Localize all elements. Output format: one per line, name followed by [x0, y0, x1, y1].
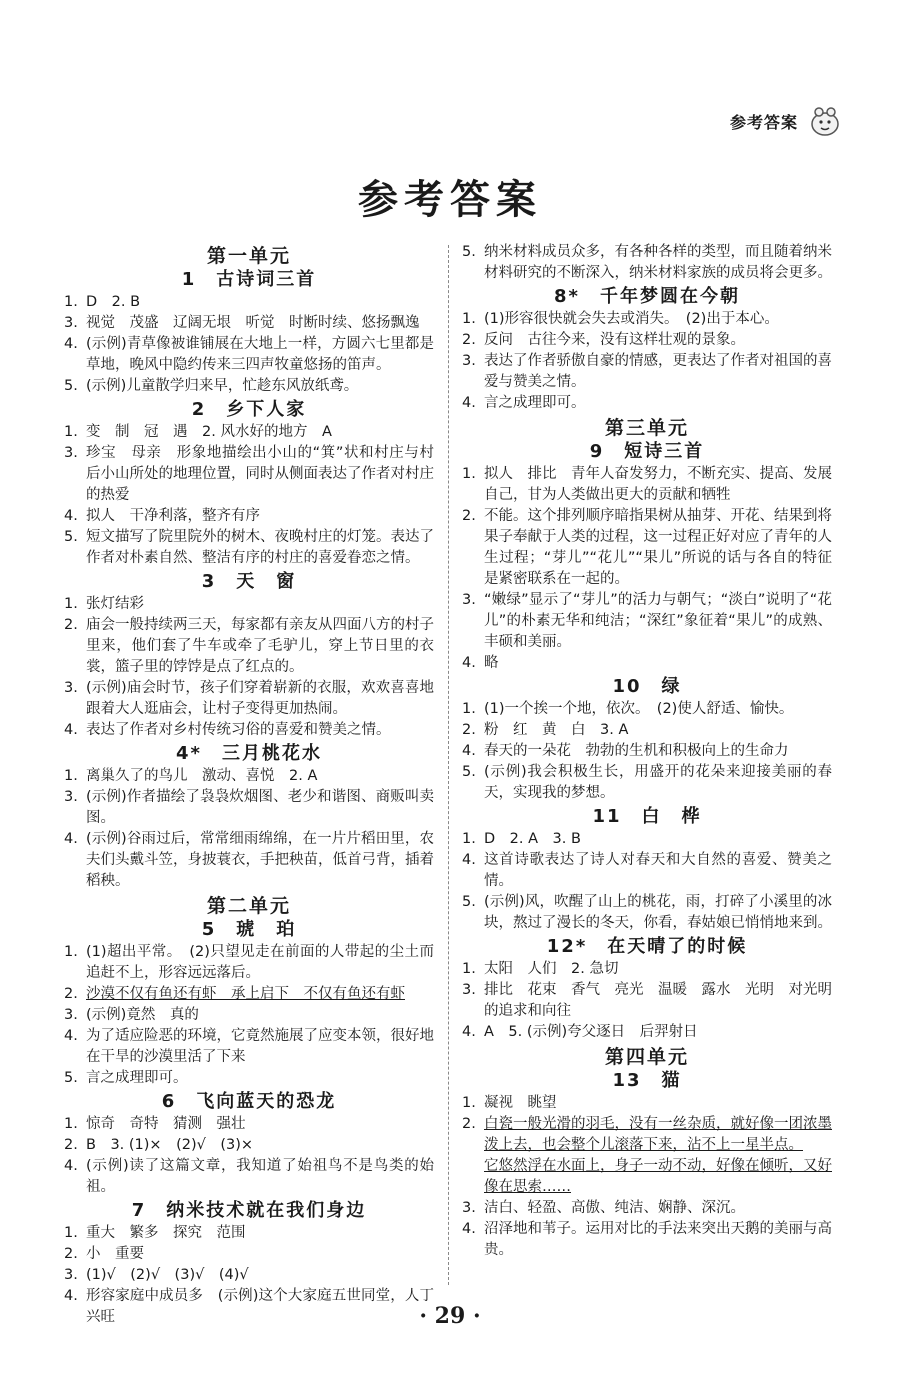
answer-number: 4. — [462, 1221, 476, 1237]
answer-text: 反问 古往今来，没有这样壮观的景象。 — [484, 332, 745, 348]
answer-number: 3. — [64, 789, 78, 805]
answer-text: 张灯结彩 — [86, 596, 144, 612]
answer-number: 1. — [462, 466, 476, 482]
answer-number: 4. — [64, 336, 78, 352]
answer-item — [64, 984, 434, 1005]
answer-text: 变 制 冠 遇 2. 风水好的地方 A — [86, 424, 332, 440]
answer-item — [64, 1026, 434, 1068]
answer-text: 小 重要 — [86, 1246, 144, 1262]
unit-heading: 第四单元 — [604, 1046, 689, 1068]
answer-item — [462, 741, 832, 762]
answer-number: 2. — [64, 617, 78, 633]
answer-number: 3. — [64, 1267, 78, 1283]
answer-text: “嫩绿”显示了“芽儿”的活力与朝气；“淡白”说明了“花儿”的朴素无华和纯洁；“深红”象征着“果儿”的成熟、丰硕和美丽。 — [484, 592, 832, 650]
lesson-heading: 6 飞向蓝天的恐龙 — [161, 1091, 337, 1112]
answer-number: 4. — [462, 395, 476, 411]
lesson-heading: 4* 三月桃花水 — [176, 743, 322, 764]
answer-text: 言之成理即可。 — [484, 395, 586, 411]
answer-text: B 3. (1)× (2)√ (3)× — [86, 1137, 254, 1153]
answer-number: 1. — [64, 944, 78, 960]
answer-item — [64, 594, 434, 615]
answer-number: 1. — [64, 596, 78, 612]
answer-item — [462, 720, 832, 741]
answer-number: 5. — [462, 894, 476, 910]
answer-number: 4. — [462, 655, 476, 671]
answer-item — [462, 393, 832, 414]
answer-text: (示例)儿童散学归来早，忙趁东风放纸鸢。 — [86, 378, 359, 394]
answer-item — [64, 506, 434, 527]
lesson-heading: 8* 千年梦圆在今朝 — [554, 286, 740, 307]
answer-item — [64, 527, 434, 569]
answer-text: 太阳 人们 2. 急切 — [484, 961, 619, 977]
answer-item — [462, 330, 832, 351]
answer-text: 沙漠不仅有鱼还有虾 承上启下 不仅有鱼还有虾 — [86, 986, 405, 1002]
answer-number: 1. — [64, 424, 78, 440]
answer-item — [64, 334, 434, 376]
answer-item — [64, 313, 434, 334]
answer-item — [462, 464, 832, 506]
answer-text: 重大 繁多 探究 范围 — [86, 1225, 246, 1241]
answer-item — [462, 1022, 832, 1043]
answer-number: 4. — [462, 743, 476, 759]
unit-heading: 第二单元 — [206, 895, 291, 917]
column-divider — [448, 245, 449, 1285]
answer-item — [64, 292, 434, 313]
lesson-heading: 2 乡下人家 — [191, 399, 307, 420]
answer-text: (示例)谷雨过后，常常细雨绵绵，在一片片稻田里，农夫们头戴斗笠，身披蓑衣，手把秧苗，低首弓背，插着稻秧。 — [86, 831, 434, 889]
answer-text: (示例)读了这篇文章，我知道了始祖鸟不是鸟类的始祖。 — [86, 1158, 434, 1195]
running-header — [730, 104, 842, 138]
answer-text: 春天的一朵花 勃勃的生机和积极向上的生命力 — [484, 743, 789, 759]
left-column — [64, 242, 434, 1328]
page-number: · 29 · — [419, 1303, 481, 1329]
answer-item — [64, 1068, 434, 1089]
answer-number: 4. — [462, 1024, 476, 1040]
answer-item — [64, 1005, 434, 1026]
cartoon-animal-icon — [808, 104, 842, 138]
answer-number: 4. — [64, 508, 78, 524]
answer-text: 纳米材料成员众多，有各种各样的类型，而且随着纳米材料研究的不断深入，纳米材料家族的成员将会更多。 — [484, 244, 832, 281]
answer-text: 惊奇 奇特 猜测 强壮 — [86, 1116, 246, 1132]
answer-text: (示例)庙会时节，孩子们穿着崭新的衣服，欢欢喜喜地跟着大人逛庙会，让村子变得更加热闹。 — [86, 680, 434, 717]
answer-number: 5. — [64, 378, 78, 394]
answer-item — [64, 829, 434, 892]
answer-item — [462, 980, 832, 1022]
answer-number: 1. — [64, 1225, 78, 1241]
answer-number: 1. — [462, 831, 476, 847]
answer-item — [462, 850, 832, 892]
answer-item — [462, 829, 832, 850]
header-label: 参考答案 — [729, 112, 798, 132]
answer-number: 3. — [64, 680, 78, 696]
answer-text: (1)一个挨一个地，依次。 (2)使人舒适、愉快。 — [484, 701, 794, 717]
lesson-heading: 12* 在天晴了的时候 — [546, 936, 748, 957]
answer-item — [462, 309, 832, 330]
answer-item — [462, 590, 832, 653]
answer-text: 为了适应险恶的环境，它竟然施展了应变本领，很好地在干旱的沙漠里活了下来 — [86, 1028, 434, 1065]
answer-number: 4. — [462, 852, 476, 868]
answer-text: 形容家庭中成员多 (示例)这个大家庭五世同堂，人丁兴旺 — [86, 1288, 434, 1325]
page-title: 参考答案 — [358, 177, 542, 223]
answer-item — [64, 942, 434, 984]
answer-text: 它悠然浮在水面上，身子一动不动，好像在倾听，又好像在思索…… — [484, 1158, 832, 1195]
answer-item — [64, 1223, 434, 1244]
answer-number: 3. — [462, 982, 476, 998]
answer-item — [64, 615, 434, 678]
answer-text: 表达了作者骄傲自豪的情感，更表达了作者对祖国的喜爱与赞美之情。 — [484, 353, 832, 390]
answer-item — [64, 1114, 434, 1135]
lesson-heading: 1 古诗词三首 — [181, 269, 317, 290]
answer-item — [462, 1114, 832, 1156]
answer-number: 4. — [64, 722, 78, 738]
answer-item — [64, 443, 434, 506]
answer-text: 白瓷一般光滑的羽毛，没有一丝杂质，就好像一团浓墨泼上去，也会整个儿滚落下来，沾不上一星半点。 — [484, 1116, 832, 1153]
answer-text: 排比 花束 香气 亮光 温暖 露水 光明 对光明的追求和向往 — [484, 982, 832, 1019]
lesson-heading: 5 琥 珀 — [201, 919, 297, 940]
answer-number: 3. — [462, 1200, 476, 1216]
answer-number: 3. — [64, 315, 78, 331]
answer-item — [462, 351, 832, 393]
answer-number: 1. — [64, 1116, 78, 1132]
lesson-heading: 11 白 桦 — [592, 806, 702, 827]
answer-item — [462, 892, 832, 934]
answer-text: 凝视 眺望 — [484, 1095, 557, 1111]
answer-number: 3. — [462, 353, 476, 369]
lesson-heading: 3 天 窗 — [201, 571, 297, 592]
answer-number: 2. — [64, 986, 78, 1002]
answer-item — [64, 720, 434, 741]
answer-text: (1)形容很快就会失去或消失。 (2)出于本心。 — [484, 311, 779, 327]
answer-number: 2. — [462, 332, 476, 348]
answer-number: 1. — [64, 768, 78, 784]
lesson-heading: 7 纳米技术就在我们身边 — [131, 1200, 367, 1221]
answer-item — [462, 762, 832, 804]
answer-number: 1. — [462, 701, 476, 717]
answer-number: 5. — [64, 529, 78, 545]
answer-item — [462, 1156, 832, 1198]
answer-text: 视觉 茂盛 辽阔无垠 听觉 时断时续、悠扬飘逸 — [86, 315, 420, 331]
answer-item — [462, 959, 832, 980]
answer-number: 2. — [64, 1246, 78, 1262]
right-column — [462, 242, 832, 1261]
answer-text: 沼泽地和苇子。运用对比的手法来突出天鹅的美丽与高贵。 — [484, 1221, 832, 1258]
answer-number: 3. — [64, 1007, 78, 1023]
answer-text: (示例)作者描绘了袅袅炊烟图、老少和谐图、商贩叫卖图。 — [86, 789, 434, 826]
answer-number: 3. — [462, 592, 476, 608]
answer-number: 5. — [462, 244, 476, 260]
answer-text: (1)超出平常。 (2)只望见走在前面的人带起的尘土而追赶不上，形容远远落后。 — [86, 944, 434, 981]
lesson-heading: 9 短诗三首 — [589, 441, 705, 462]
answer-number: 1. — [64, 294, 78, 310]
answer-number: 2. — [462, 722, 476, 738]
answer-text: 不能。这个排列顺序暗指果树从抽芽、开花、结果到将果子奉献于人类的过程，这一过程正好对应了青年的人生过程；“芽儿”“花儿”“果儿”所说的话与各自的特征是紧密联系在一起的。 — [484, 508, 832, 587]
answer-item — [462, 506, 832, 590]
answer-text: 粉 红 黄 白 3. A — [484, 722, 629, 738]
answer-number: 4. — [64, 831, 78, 847]
answer-text: 略 — [484, 655, 499, 671]
answer-text: A 5. (示例)夸父逐日 后羿射日 — [484, 1024, 698, 1040]
answer-text: 言之成理即可。 — [86, 1070, 188, 1086]
answer-text: (示例)竟然 真的 — [86, 1007, 199, 1023]
answer-text: D 2. A 3. B — [484, 831, 581, 847]
answer-text: (示例)我会积极生长，用盛开的花朵来迎接美丽的春天，实现我的梦想。 — [484, 764, 832, 801]
answer-text: 这首诗歌表达了诗人对春天和大自然的喜爱、赞美之情。 — [484, 852, 832, 889]
answer-number: 2. — [64, 1137, 78, 1153]
answer-number — [462, 1156, 484, 1198]
answer-text: (示例)风，吹醒了山上的桃花，雨，打碎了小溪里的冰块，熬过了漫长的冬天，你看，春姑娘已悄悄地来到。 — [484, 894, 832, 931]
answer-text: 洁白、轻盈、高傲、纯洁、娴静、深沉。 — [484, 1200, 745, 1216]
answer-item — [64, 678, 434, 720]
answer-item — [64, 1156, 434, 1198]
answer-number: 2. — [462, 508, 476, 524]
answer-item — [64, 422, 434, 443]
answer-item — [64, 376, 434, 397]
answer-number: 4. — [64, 1028, 78, 1044]
lesson-heading: 13 猫 — [612, 1070, 682, 1091]
answer-item — [462, 242, 832, 284]
answer-text: 短文描写了院里院外的树木、夜晚村庄的灯笼。表达了作者对朴素自然、整洁有序的村庄的喜爱眷恋之情。 — [86, 529, 434, 566]
unit-heading: 第一单元 — [206, 245, 291, 267]
answer-number: 4. — [64, 1158, 78, 1174]
answer-item — [462, 653, 832, 674]
answer-number: 1. — [462, 311, 476, 327]
answer-text: 离巢久了的鸟儿 激动、喜悦 2. A — [86, 768, 318, 784]
lesson-heading: 10 绿 — [612, 676, 682, 697]
answer-item — [462, 1198, 832, 1219]
answer-item — [64, 1244, 434, 1265]
answer-number: 3. — [64, 445, 78, 461]
answer-number: 5. — [462, 764, 476, 780]
answer-number: 2. — [462, 1116, 476, 1132]
answer-text: (1)√ (2)√ (3)√ (4)√ — [86, 1267, 249, 1283]
answer-number: 1. — [462, 961, 476, 977]
answer-item — [64, 1135, 434, 1156]
answer-item — [64, 1265, 434, 1286]
answer-item — [462, 699, 832, 720]
answer-text: (示例)青草像被谁铺展在大地上一样，方圆六七里都是草地，晚风中隐约传来三四声牧童悠扬的笛声。 — [86, 336, 434, 373]
answer-text: 拟人 干净利落，整齐有序 — [86, 508, 260, 524]
answer-item — [64, 766, 434, 787]
answer-text: 表达了作者对乡村传统习俗的喜爱和赞美之情。 — [86, 722, 391, 738]
answer-number: 4. — [64, 1288, 78, 1304]
answer-text: D 2. B — [86, 294, 141, 310]
answer-number: 1. — [462, 1095, 476, 1111]
answer-text: 珍宝 母亲 形象地描绘出小山的“箕”状和村庄与村后小山所处的地理位置，同时从侧面表达了作者对村庄的热爱 — [86, 445, 434, 503]
answer-item — [462, 1219, 832, 1261]
answer-number: 5. — [64, 1070, 78, 1086]
answer-text: 庙会一般持续两三天，每家都有亲友从四面八方的村子里来，他们套了牛车或牵了毛驴儿，穿上节日里的衣裳，篮子里的饽饽是点了红点的。 — [86, 617, 434, 675]
unit-heading: 第三单元 — [604, 417, 689, 439]
answer-item — [64, 787, 434, 829]
answer-text: 拟人 排比 青年人奋发努力，不断充实、提高、发展自己，甘为人类做出更大的贡献和牺牲 — [484, 466, 832, 503]
answer-item — [462, 1093, 832, 1114]
